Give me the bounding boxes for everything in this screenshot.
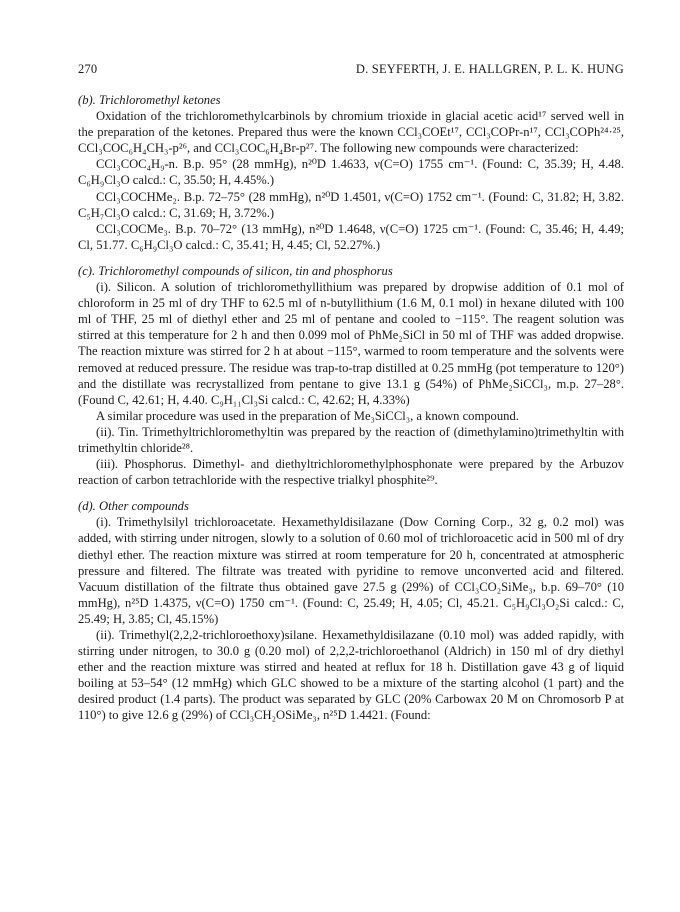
- paragraph: CCl₃COCHMe₂. B.p. 72–75° (28 mmHg), n²⁰D 1.4501, ν(C=O) 1752 cm⁻¹. (Found: C, 31.82; H, 3.82. C₅H₇Cl₃O calcd.: C, 31.69; H, 3.72%.): [78, 189, 624, 220]
- paragraph: CCl₃COC₄H₉-n. B.p. 95° (28 mmHg), n²⁰D 1.4633, ν(C=O) 1755 cm⁻¹. (Found: C, 35.39; H, 4.48. C₆H₉Cl₃O calcd.: C, 35.50; H, 4.45%.): [78, 157, 624, 188]
- paragraph: CCl₃COCMe₃. B.p. 70–72° (13 mmHg), n²⁰D 1.4648, ν(C=O) 1725 cm⁻¹. (Found: C, 35.46; H, 4.49; Cl, 51.77. C₆H₉Cl₃O calcd.: C, 35.41; H, 4.45; Cl, 52.27%.): [78, 221, 624, 252]
- article-body: [78, 90, 624, 724]
- section-heading-silicon-tin-phosphorus: (c). Trichloromethyl compounds of silicon, tin and phosphorus: [78, 263, 393, 278]
- paragraph: A similar procedure was used in the preparation of Me₃SiCCl₃, a known compound.: [96, 408, 519, 423]
- paragraph: (iii). Phosphorus. Dimethyl- and diethyltrichloromethylphosphonate were prepared by the Arbuzov reaction of carbon tetrachloride with the respective trialkyl phosphite²⁹.: [78, 457, 624, 488]
- running-header: [78, 62, 624, 77]
- section-heading-ketones: (b). Trichloromethyl ketones: [78, 93, 221, 107]
- paragraph: (i). Silicon. A solution of trichloromethyllithium was prepared by dropwise addition of 0.1 mol of chloroform in 25 ml of dry THF to 62.5 ml of n-butyllithium (1.6 M, 0.1 mol) in hexane diluted with 100 ml of THF, 25 ml of diethyl ether and 25 ml of pentane and cooled to −115°. The reagent solution was stirred at this temperature for 2 h and then 0.099 mol of PhMe₂SiCl in 50 ml of THF was added dropwise. The reaction mixture was stirred for 2 h at about −115°, warmed to room temperature and the solvents were removed at reduced pressure. The residue was trap-to-trap distilled at 0.25 mmHg (pot temperature to 120°) and the distillate was recrystallized from pentane to give 13.1 g (54%) of PhMe₂SiCCl₃, m.p. 27–28°. (Found C, 42.61; H, 4.40. C₉H₁₁Cl₃Si calcd.: C, 42.62; H, 4.33%): [78, 280, 624, 407]
- paragraph: (ii). Trimethyl(2,2,2-trichloroethoxy)silane. Hexamethyldisilazane (0.10 mol) was added rapidly, with stirring under nitrogen, to 30.0 g (0.20 mol) of 2,2,2-trichloroethanol (Aldrich) in 150 ml of dry diethyl ether and the reaction mixture was stirred and heated at reflux for 18 h. Distillation gave 43 g of liquid boiling at 53–54° (12 mmHg) which GLC showed to be a mixture of the starting alcohol (1 part) and the desired product (1.4 parts). The product was separated by GLC (20% Carbowax 20 M on Chromosorb P at 110°) to give 12.6 g (29%) of CCl₃CH₂OSiMe₃, n²⁵D 1.4421. (Found:: [78, 628, 624, 723]
- paragraph: (i). Trimethylsilyl trichloroacetate. Hexamethyldisilazane (Dow Corning Corp., 32 g, 0.2 mol) was added, with stirring under nitrogen, slowly to a solution of 0.60 mol of trichloroacetic acid in 500 ml of dry diethyl ether. The reaction mixture was stirred at room temperature for 20 h, concentrated at atmospheric pressure and filtered. The filtrate was treated with pyridine to remove unconverted acid and filtered. Vacuum distillation of the filtrate thus obtained gave 27.5 g (29%) of CCl₃CO₂SiMe₃, b.p. 69–70° (10 mmHg), n²⁵D 1.4375, ν(C=O) 1750 cm⁻¹. (Found: C, 25.49; H, 4.05; Cl, 45.21. C₅H₉Cl₃O₂Si calcd.: C, 25.49; H, 3.85; Cl, 45.15%): [78, 515, 624, 626]
- section-heading-other-compounds: (d). Other compounds: [78, 499, 189, 514]
- paragraph: (ii). Tin. Trimethyltrichloromethyltin was prepared by the reaction of (dimethylamino)trimethyltin with trimethyltin chloride²⁸.: [78, 424, 624, 455]
- page-number: 270: [78, 62, 98, 76]
- paragraph: Oxidation of the trichloromethylcarbinols by chromium trioxide in glacial acetic acid¹⁷ served well in the preparation of the ketones. Prepared thus were the known CCl₃COEt¹⁷, CCl₃COPr-n¹⁷, CCl₃COPh²⁴·²⁵, CCl₃COC₆H₄CH₃-p²⁶, and CCl₃COC₆H₄Br-p²⁷. The following new compounds were characterized:: [78, 109, 624, 156]
- running-authors: D. SEYFERTH, J. E. HALLGREN, P. L. K. HUNG: [355, 62, 624, 76]
